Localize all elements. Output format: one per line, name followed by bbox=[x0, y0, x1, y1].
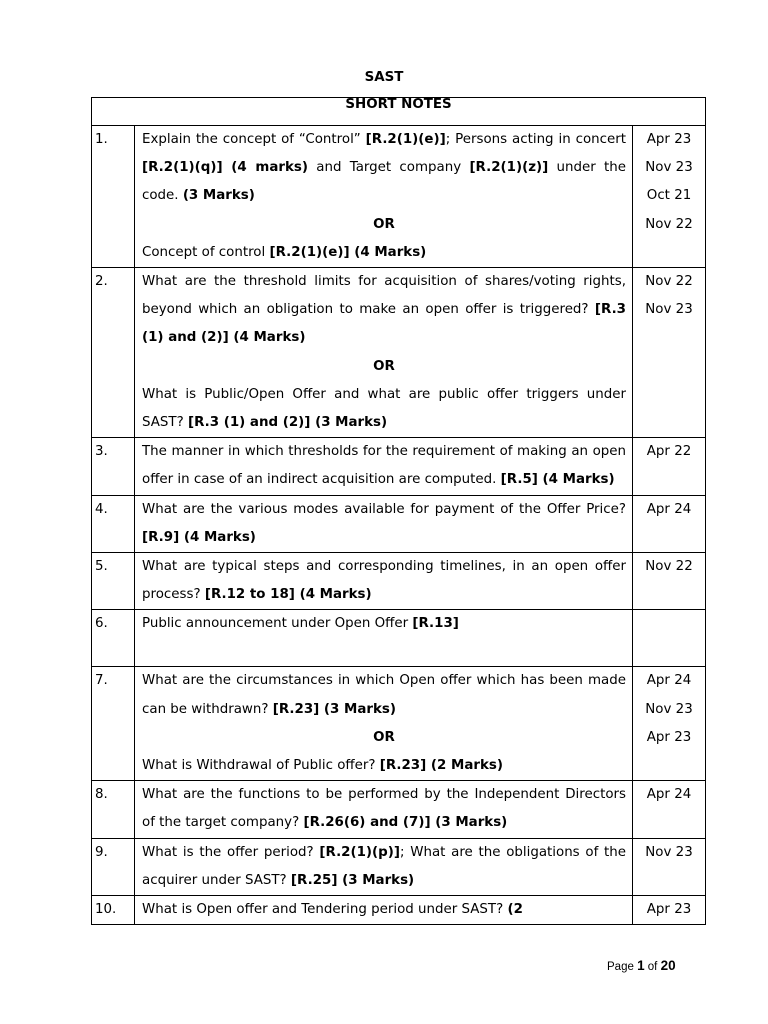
short-notes-body bbox=[92, 98, 706, 925]
question-number: 4. bbox=[92, 495, 135, 552]
or-separator: OR bbox=[373, 216, 395, 232]
question-text bbox=[135, 896, 633, 925]
question-text bbox=[135, 438, 633, 495]
exam-dates bbox=[633, 268, 706, 438]
question-segment: under the code. bbox=[142, 160, 626, 204]
table-row bbox=[92, 268, 706, 438]
question-text bbox=[135, 268, 633, 438]
reference-text: [R.3 (1) and (2)] (4 Marks) bbox=[142, 302, 626, 346]
table-row bbox=[92, 781, 706, 838]
reference-text: (2 bbox=[507, 902, 523, 918]
question-paragraph bbox=[142, 839, 626, 895]
table-row bbox=[92, 838, 706, 895]
question-paragraph bbox=[142, 896, 626, 924]
question-text bbox=[135, 553, 633, 610]
question-segment: and Target company bbox=[307, 160, 470, 176]
exam-date: Apr 24 bbox=[646, 673, 692, 689]
question-segment: What is the offer period? bbox=[142, 844, 320, 860]
question-text bbox=[135, 838, 633, 895]
question-paragraph bbox=[142, 781, 626, 837]
reference-text: [R.26(6) and (7)] (3 Marks) bbox=[303, 815, 508, 831]
question-paragraph bbox=[142, 752, 626, 780]
question-paragraph bbox=[142, 381, 626, 437]
exam-dates bbox=[633, 610, 706, 667]
exam-date: Apr 24 bbox=[646, 501, 692, 517]
exam-date: Apr 22 bbox=[646, 444, 692, 460]
exam-dates bbox=[633, 553, 706, 610]
exam-date: Nov 22 bbox=[645, 559, 693, 575]
reference-text: [R.2(1)(p)] bbox=[319, 844, 400, 860]
question-paragraph bbox=[142, 553, 626, 609]
exam-date: Nov 22 bbox=[645, 216, 693, 232]
question-paragraph bbox=[142, 239, 626, 267]
exam-date: Nov 23 bbox=[645, 701, 693, 717]
page-footer bbox=[607, 958, 676, 973]
table-row bbox=[92, 126, 706, 268]
question-paragraph bbox=[142, 268, 626, 353]
exam-date: Apr 23 bbox=[646, 132, 692, 147]
table-row bbox=[92, 667, 706, 781]
question-number: 9. bbox=[92, 838, 135, 895]
question-segment: The manner in which thresholds for the requirement of making an open offer in case of an indirect acquisition are computed. bbox=[142, 444, 626, 488]
exam-date: Nov 23 bbox=[645, 844, 693, 860]
reference-text: [R.5] (4 Marks) bbox=[500, 472, 615, 488]
exam-date: Apr 23 bbox=[646, 729, 692, 745]
exam-date: Nov 22 bbox=[645, 274, 693, 290]
question-segment: What are typical steps and corresponding timelines, in an open offer process? bbox=[142, 559, 626, 603]
page-word: Page bbox=[607, 961, 638, 973]
page-total: 20 bbox=[660, 958, 676, 973]
exam-dates bbox=[633, 438, 706, 495]
question-text bbox=[135, 126, 633, 268]
question-segment: What are the circumstances in which Open offer which has been made can be withdrawn? bbox=[142, 673, 626, 717]
exam-dates bbox=[633, 667, 706, 781]
question-number: 7. bbox=[92, 667, 135, 781]
question-segment: What are the various modes available for payment of the Offer Price? bbox=[142, 501, 626, 517]
question-number: 1. bbox=[92, 126, 135, 268]
or-separator: OR bbox=[373, 729, 395, 745]
table-row bbox=[92, 438, 706, 495]
question-number: 10. bbox=[92, 896, 135, 925]
reference-text: [R.23] (3 Marks) bbox=[272, 701, 396, 717]
table-row bbox=[92, 896, 706, 925]
reference-text: [R.2(1)(e)] bbox=[365, 132, 446, 147]
exam-date: Nov 23 bbox=[645, 302, 693, 318]
table-row bbox=[92, 610, 706, 667]
question-paragraph bbox=[142, 438, 626, 494]
question-text bbox=[135, 610, 633, 667]
reference-text: [R.25] (3 Marks) bbox=[290, 872, 415, 888]
reference-text: [R.9] (4 Marks) bbox=[142, 529, 256, 545]
table-heading-cell bbox=[92, 98, 706, 126]
question-number: 2. bbox=[92, 268, 135, 438]
question-segment: What is Withdrawal of Public offer? bbox=[142, 758, 380, 774]
question-segment: What is Open offer and Tendering period under SAST? bbox=[142, 902, 508, 918]
question-segment: Concept of control bbox=[142, 244, 270, 260]
question-number: 5. bbox=[92, 553, 135, 610]
table-heading-row bbox=[92, 98, 706, 126]
question-segment: ; Persons acting in concert bbox=[445, 132, 626, 147]
exam-dates bbox=[633, 838, 706, 895]
question-number: 8. bbox=[92, 781, 135, 838]
question-paragraph bbox=[142, 610, 626, 638]
question-text bbox=[135, 495, 633, 552]
reference-text: (3 Marks) bbox=[182, 188, 255, 204]
reference-text: [R.2(1)(q)] (4 marks) bbox=[142, 160, 308, 176]
reference-text: [R.13] bbox=[412, 616, 459, 632]
or-separator: OR bbox=[373, 358, 395, 374]
question-paragraph bbox=[142, 126, 626, 211]
exam-dates bbox=[633, 495, 706, 552]
reference-text: [R.23] (2 Marks) bbox=[379, 758, 503, 774]
reference-text: [R.12 to 18] (4 Marks) bbox=[204, 587, 372, 603]
question-paragraph bbox=[142, 667, 626, 723]
exam-date: Oct 21 bbox=[646, 188, 692, 204]
table-row bbox=[92, 495, 706, 552]
question-number: 3. bbox=[92, 438, 135, 495]
table-heading: SHORT NOTES bbox=[345, 97, 452, 112]
question-text bbox=[135, 667, 633, 781]
exam-dates bbox=[633, 781, 706, 838]
exam-date: Nov 23 bbox=[645, 160, 693, 176]
exam-dates bbox=[633, 896, 706, 925]
exam-date: Apr 24 bbox=[646, 787, 692, 803]
question-segment: What are the threshold limits for acquisition of shares/voting rights, beyond which an obligation to make an open offer is triggered? bbox=[142, 274, 626, 318]
reference-text: [R.2(1)(z)] bbox=[469, 160, 549, 176]
of-word: of bbox=[644, 961, 661, 973]
question-paragraph bbox=[142, 496, 626, 552]
short-notes-table bbox=[91, 97, 706, 925]
table-row bbox=[92, 553, 706, 610]
exam-date: Apr 23 bbox=[646, 902, 692, 918]
question-text bbox=[135, 781, 633, 838]
question-segment: What is Public/Open Offer and what are public offer triggers under SAST? bbox=[142, 386, 626, 431]
reference-text: [R.2(1)(e)] (4 Marks) bbox=[269, 244, 427, 260]
question-segment: What are the functions to be performed by the Independent Directors of the target company? bbox=[142, 787, 626, 831]
exam-dates bbox=[633, 126, 706, 268]
document-title: SAST bbox=[364, 70, 404, 85]
question-segment: Explain the concept of “Control” bbox=[142, 132, 366, 147]
reference-text: [R.3 (1) and (2)] (3 Marks) bbox=[187, 415, 388, 431]
question-segment: ; What are the obligations of the acquirer under SAST? bbox=[142, 844, 626, 888]
question-number: 6. bbox=[92, 610, 135, 667]
question-segment: Public announcement under Open Offer bbox=[142, 616, 413, 632]
page-current: 1 bbox=[637, 958, 645, 973]
